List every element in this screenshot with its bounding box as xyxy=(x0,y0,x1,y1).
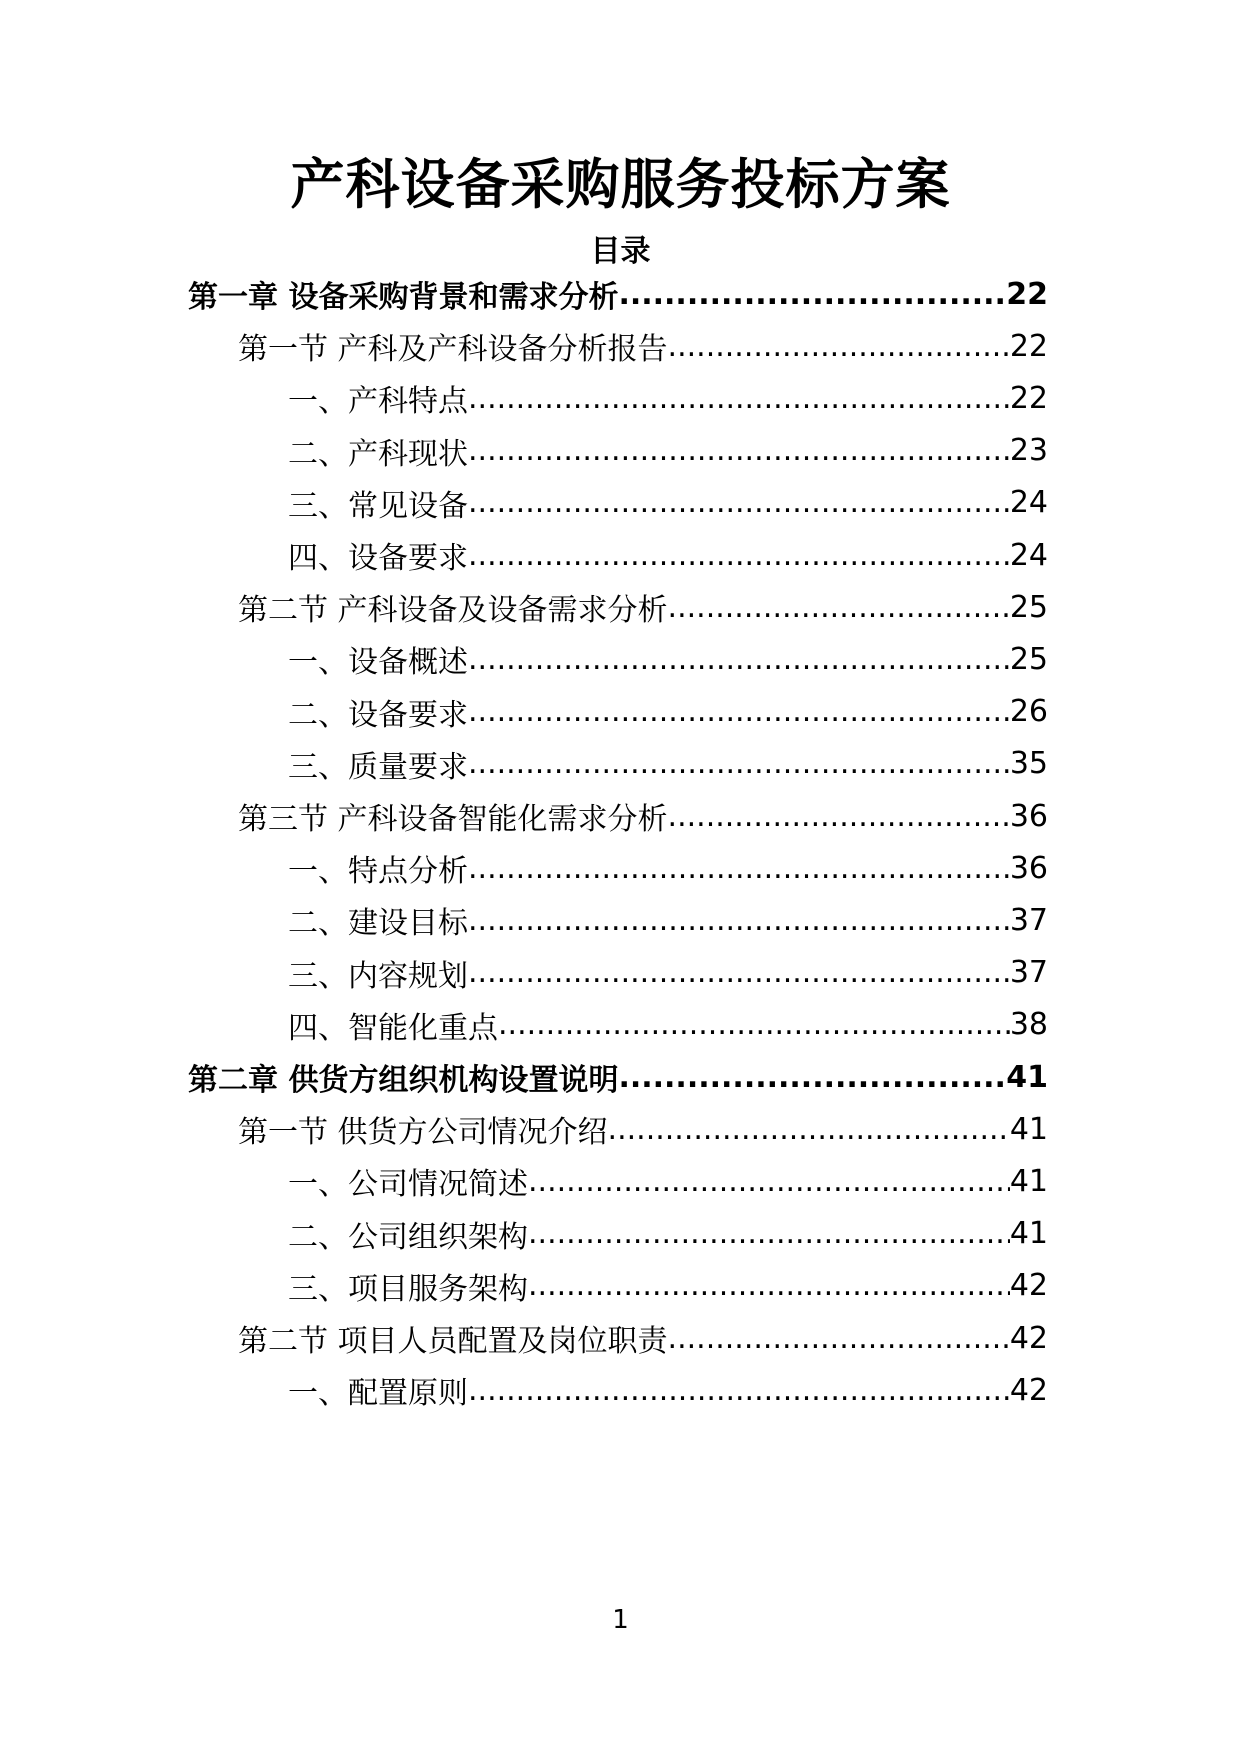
toc-entry[interactable] xyxy=(188,1048,1048,1106)
toc-entry[interactable] xyxy=(238,787,1048,845)
toc-entry-title: 一、产科特点 xyxy=(288,384,468,420)
toc-entry-page: 38 xyxy=(1009,1007,1048,1043)
toc-entry[interactable] xyxy=(288,1205,1048,1263)
toc-entry-page: 35 xyxy=(1009,746,1048,782)
toc-dot-leader xyxy=(608,1112,1010,1147)
toc-entry[interactable] xyxy=(288,683,1048,741)
toc-entry-page: 41 xyxy=(1009,1111,1048,1147)
toc-entry-title: 第二节 项目人员配置及岗位职责 xyxy=(238,1324,668,1359)
toc-entry-title: 第二章 供货方组织机构设置说明 xyxy=(188,1063,619,1098)
toc-dot-leader xyxy=(468,903,1010,938)
toc-dot-leader xyxy=(668,329,1010,364)
toc-entry[interactable] xyxy=(238,1100,1048,1158)
toc-entry[interactable] xyxy=(188,265,1048,323)
toc-entry-title: 二、设备要求 xyxy=(288,697,468,733)
toc-dot-leader xyxy=(528,1268,1010,1303)
toc-entry-title: 四、设备要求 xyxy=(288,541,468,576)
toc-entry[interactable] xyxy=(288,944,1048,1002)
toc-entry[interactable] xyxy=(288,891,1048,949)
toc-dot-leader xyxy=(468,694,1010,729)
toc-entry-page: 37 xyxy=(1009,955,1048,991)
toc-entry[interactable] xyxy=(288,1152,1048,1210)
toc-dot-leader xyxy=(468,955,1010,990)
toc-entry-title: 二、建设目标 xyxy=(288,906,468,942)
page-number: 1 xyxy=(612,1605,629,1635)
toc-entry[interactable] xyxy=(288,422,1048,480)
toc-entry[interactable] xyxy=(238,1309,1048,1367)
toc-dot-leader xyxy=(468,381,1010,416)
toc-entry-title: 第二节 产科设备及设备需求分析 xyxy=(238,593,668,629)
toc-entry-title: 三、质量要求 xyxy=(288,749,468,785)
toc-entry-page: 22 xyxy=(1009,380,1048,416)
toc-entry-title: 一、公司情况简述 xyxy=(288,1167,528,1203)
toc-entry-title: 四、智能化重点 xyxy=(288,1010,498,1046)
toc-dot-leader xyxy=(468,746,1010,781)
toc-dot-leader xyxy=(618,1060,1006,1095)
toc-entry[interactable] xyxy=(288,996,1048,1054)
toc-entry-title: 第一章 设备采购背景和需求分析 xyxy=(188,280,619,315)
toc-entry-page: 24 xyxy=(1009,485,1048,521)
toc-entry-page: 24 xyxy=(1009,537,1048,573)
toc-entry-page: 36 xyxy=(1009,798,1048,834)
toc-entry[interactable] xyxy=(288,526,1048,584)
toc-dot-leader xyxy=(468,1373,1010,1408)
toc-dot-leader xyxy=(668,1321,1010,1356)
toc-entry-title: 二、产科现状 xyxy=(288,436,468,472)
toc-entry[interactable] xyxy=(288,474,1048,532)
toc-entry-page: 42 xyxy=(1009,1372,1048,1408)
toc-dot-leader xyxy=(468,851,1010,886)
toc-dot-leader xyxy=(618,277,1006,312)
toc-dot-leader xyxy=(498,1007,1010,1042)
toc-heading: 目录 xyxy=(590,234,651,269)
toc-entry[interactable] xyxy=(288,1361,1048,1419)
document-title: 产科设备采购服务投标方案 xyxy=(290,153,951,216)
toc-entry-title: 一、设备概述 xyxy=(288,645,468,681)
toc-entry[interactable] xyxy=(238,578,1048,636)
toc-dot-leader xyxy=(528,1216,1010,1251)
toc-dot-leader xyxy=(668,590,1010,625)
toc-entry-title: 第一节 产科及产科设备分析报告 xyxy=(238,332,668,368)
toc-entry-title: 三、内容规划 xyxy=(288,958,468,994)
toc-entry[interactable] xyxy=(288,369,1048,427)
toc-entry-title: 一、特点分析 xyxy=(288,854,468,890)
toc-entry[interactable] xyxy=(288,735,1048,793)
toc-entry[interactable] xyxy=(288,630,1048,688)
toc-entry-page: 22 xyxy=(1009,328,1048,364)
toc-entry[interactable] xyxy=(288,1257,1048,1315)
toc-entry-page: 36 xyxy=(1009,850,1048,886)
toc-entry-page: 41 xyxy=(1006,1059,1048,1095)
toc-dot-leader xyxy=(668,799,1010,834)
toc-entry-title: 一、配置原则 xyxy=(288,1376,468,1412)
toc-entry-title: 三、项目服务架构 xyxy=(288,1271,528,1307)
toc-entry-page: 22 xyxy=(1006,276,1048,312)
toc-dot-leader xyxy=(468,433,1010,468)
toc-entry-page: 23 xyxy=(1009,433,1048,469)
toc-entry-page: 37 xyxy=(1009,902,1048,938)
toc-entry[interactable] xyxy=(288,839,1048,897)
toc-entry-title: 三、常见设备 xyxy=(288,488,468,524)
toc-entry-title: 第三节 产科设备智能化需求分析 xyxy=(238,802,668,837)
toc-entry-page: 41 xyxy=(1009,1216,1048,1252)
toc-dot-leader xyxy=(528,1164,1010,1199)
toc-dot-leader xyxy=(468,485,1010,520)
toc-entry-page: 26 xyxy=(1009,694,1048,730)
toc-entry-page: 42 xyxy=(1009,1320,1048,1356)
toc-entry[interactable] xyxy=(238,317,1048,375)
toc-entry-page: 42 xyxy=(1009,1268,1048,1304)
toc-dot-leader xyxy=(468,642,1010,677)
toc-entry-title: 第一节 供货方公司情况介绍 xyxy=(238,1115,608,1151)
toc-entry-page: 25 xyxy=(1009,641,1048,677)
toc-dot-leader xyxy=(468,538,1010,573)
toc-entry-page: 25 xyxy=(1009,589,1048,625)
toc-entry-title: 二、公司组织架构 xyxy=(288,1219,528,1255)
toc-entry-page: 41 xyxy=(1009,1163,1048,1199)
